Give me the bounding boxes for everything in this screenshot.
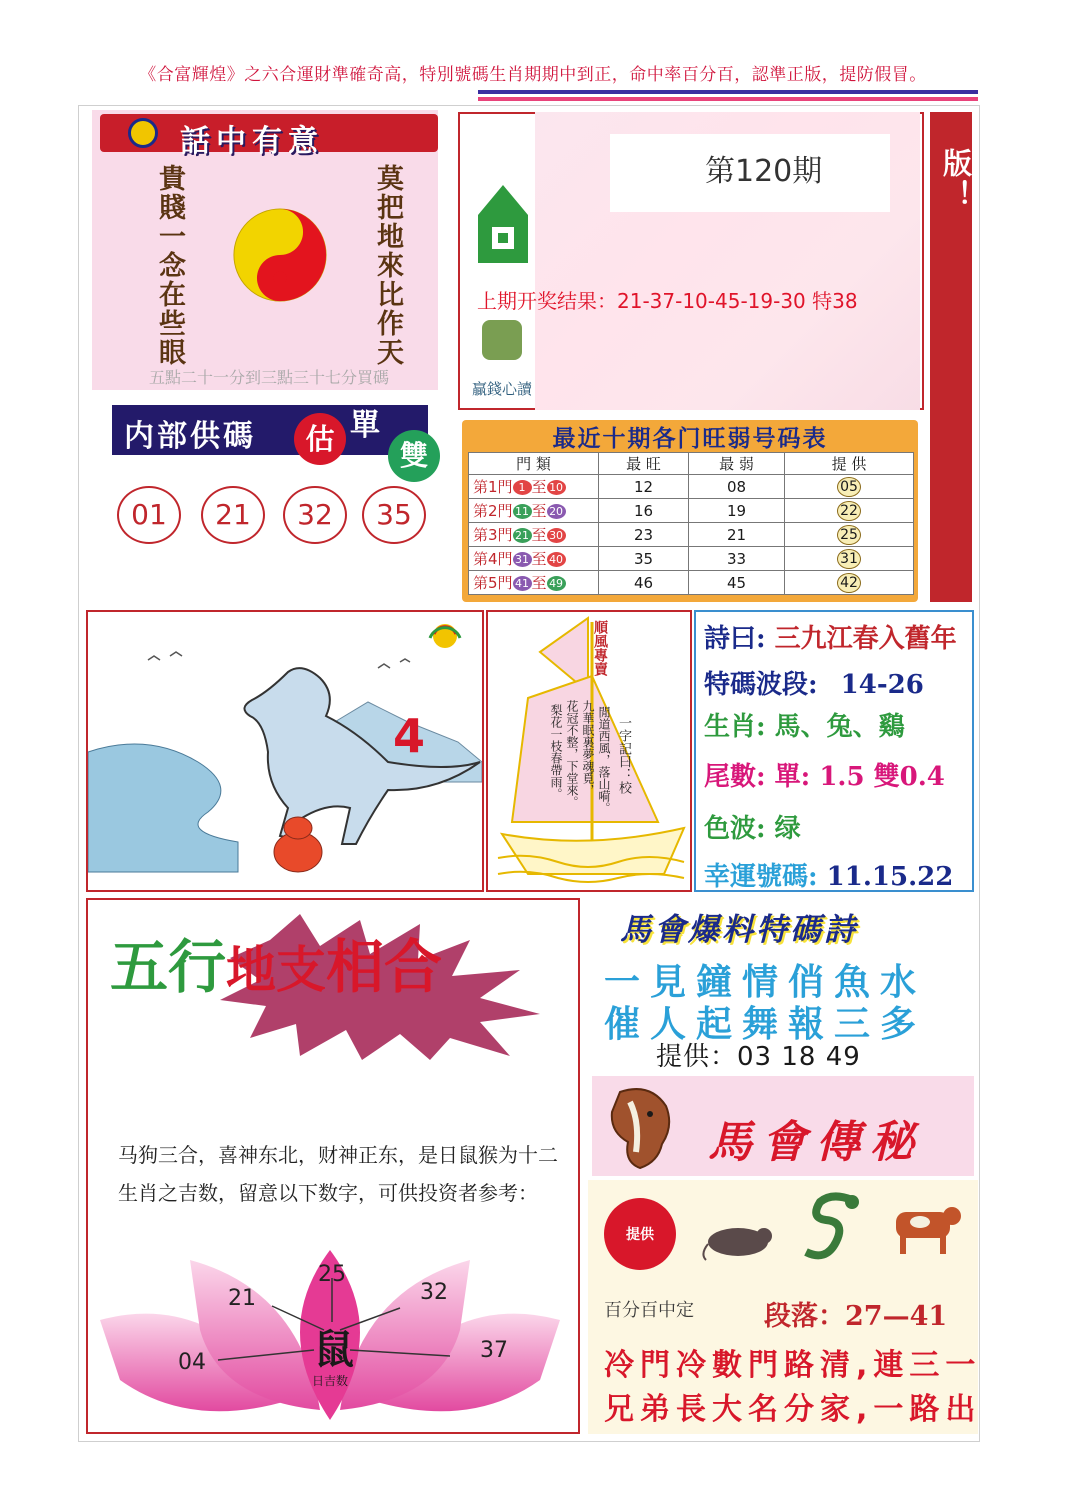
huazhong-footer: 五點二十一分到三點三十七分買碼 [148,368,389,387]
neibu-title: 内部供碼 [124,419,256,454]
wuxing-title-c: 相合 [326,933,443,1001]
header-rule-blue [478,90,978,94]
range-end-ball: 20 [547,504,566,519]
badge-gu: 估 [294,413,346,465]
table-row [469,499,914,523]
table-header: 最 旺 [599,453,689,475]
mahui-title: 馬會傳秘 [708,1117,924,1168]
tip-band [704,664,924,701]
table-cell-min: 19 [689,499,785,523]
stamp-text: 提供 [626,1227,654,1243]
table-cell-max: 16 [599,499,689,523]
tip-tail-label: 尾數: [704,762,766,792]
table-cell-provide [785,571,914,595]
range-start-ball: 1 [513,480,532,495]
huazhong-left-verse: 貴賤一念在些眼 [154,164,185,367]
provide-value: 05 [837,477,861,497]
tip-zodiac [704,706,905,743]
tip-color-label: 色波: [704,814,766,844]
poem-provide: 提供：03 18 49 [656,1042,861,1072]
wuxing-title-a: 五行 [110,933,227,1001]
table-row [469,571,914,595]
men-label: 第1門 [473,478,513,496]
tip-tail [704,756,945,793]
table-cell-provide [785,547,914,571]
table-cell-men [469,499,599,523]
brand-logo-icon [128,118,158,148]
table-cell-provide [785,499,914,523]
table-header: 門 類 [469,453,599,475]
provide-value: 42 [837,573,861,593]
neibu-number: 21 [201,486,265,544]
neibu-number: 01 [117,486,181,544]
wuxing-title [110,920,442,1004]
huazhong-right-verse: 莫把地來比作天 [372,164,403,367]
tip-poem-value: 三九江春入舊年 [774,624,957,654]
table-row [469,523,914,547]
badge-shuang: 雙 [388,430,440,482]
table-cell-min: 45 [689,571,785,595]
sail-verse: 一字記曰：校 [616,716,631,794]
table-cell-provide [785,523,914,547]
lotus-center-char: 鼠 [314,1326,354,1373]
yin-yang-icon [232,207,328,303]
tip-lucky-label: 幸運號碼: [704,862,818,892]
range-end-ball: 49 [547,576,566,591]
table-cell-max: 23 [599,523,689,547]
table-cell-max: 35 [599,547,689,571]
tip-band-value: 14-26 [840,670,924,700]
badge-dan: 單 [350,408,380,443]
table-row [469,547,914,571]
right-side-strip [930,112,1014,602]
neibu-number: 35 [362,486,426,544]
neibu-title-bar [112,405,428,455]
table-header: 最 弱 [689,453,785,475]
top-banner: 《合富輝煌》之六合運財準確奇高，特別號碼生肖期期中到正，命中率百分百，認準正版，提防假冒。 [139,65,927,85]
provide-value: 31 [837,549,861,569]
table-cell-max: 12 [599,475,689,499]
tip-poem-label: 詩曰: [704,624,766,654]
table-cell-men [469,547,599,571]
rat-icon [700,1218,780,1262]
tip-lucky [704,856,953,893]
range-to-label: 至 [531,574,547,592]
poem-line: 一見鐘情俏魚水 [604,961,927,1003]
mahui-line: 冷門冷數門路清,連三一 [604,1348,982,1383]
mahui-line: 兄弟長大名分家,一路出 [604,1392,982,1427]
tip-tail-double: 雙0.4 [873,762,945,792]
range-end-ball: 10 [547,480,566,495]
issue-number: 第120期 [705,154,823,189]
door-table [468,452,914,595]
wuxing-description: 马狗三合，喜神东北，财神正东，是日鼠猴为十二生肖之吉数，留意以下数字，可供投资者参考： [118,1143,558,1205]
tip-color-value: 绿 [774,814,801,844]
table-cell-min: 21 [689,523,785,547]
house-logo-icon [474,175,532,265]
table-cell-men [469,523,599,547]
table-cell-min: 08 [689,475,785,499]
dragon-icon [796,1192,866,1266]
tip-tail-single: 單: 1.5 [774,762,865,792]
lotus-center-sub: 日吉数 [312,1374,349,1388]
table-cell-men [469,475,599,499]
table-header: 提 供 [785,453,914,475]
sail-verse: 九華眠裏夢魂覓， [581,700,595,796]
tip-band-label: 特碼波段: [704,670,818,700]
stamp-seal [604,1198,676,1270]
range-to-label: 至 [531,550,547,568]
range-to-label: 至 [531,526,547,544]
header-rule-pink [478,97,978,101]
lotus-number: 04 [178,1350,206,1375]
last-result: 上期开奖结果：21-37-10-45-19-30 特38 [477,289,858,313]
men-label: 第5門 [473,574,513,592]
range-start-ball: 21 [513,528,532,543]
lotus-number: 37 [480,1338,508,1363]
wuxing-title-b: 地支 [226,940,327,999]
duanluo-label: 段落：27—41 [764,1301,948,1332]
neibu-number: 32 [283,486,347,544]
baifen-label: 百分百中定 [604,1300,694,1321]
table-row [469,475,914,499]
men-label: 第2門 [473,502,513,520]
range-start-ball: 41 [513,576,532,591]
table-cell-max: 46 [599,571,689,595]
tip-zodiac-value: 馬、兔、鷄 [774,712,905,742]
men-label: 第4門 [473,550,513,568]
provide-value: 22 [837,501,861,521]
sail-flag: 順風專賣 [592,620,608,676]
sail-verse: 花冠不整，下堂來。 [565,700,579,808]
range-to-label: 至 [531,478,547,496]
provide-value: 25 [837,525,861,545]
tip-lucky-value: 11.15.22 [826,862,954,892]
table-cell-men [469,571,599,595]
poem-title: 馬會爆料特碼詩 [620,912,858,948]
range-to-label: 至 [531,502,547,520]
ox-icon [886,1200,966,1256]
lotus-number: 25 [318,1262,346,1287]
huazhong-title-bar [100,114,438,159]
table-title: 最近十期各门旺弱号码表 [552,426,828,452]
tip-poem [704,618,957,655]
huazhong-title: 話中有意 [180,124,324,159]
horse-head-icon [600,1082,680,1170]
yingqian-label: 贏錢心讀 [472,380,533,398]
range-start-ball: 31 [513,552,532,567]
table-cell-provide [785,475,914,499]
men-label: 第3門 [473,526,513,544]
tip-zodiac-label: 生肖: [704,712,766,742]
poem-line: 催人起舞報三多 [604,1003,927,1045]
tip-color [704,808,801,845]
sail-verse: 閒道西風，落山嗬。 [597,706,611,814]
side-slogan: 六合權威：《合富輝煌》强勢出版！ [939,148,1014,596]
range-end-ball: 30 [547,528,566,543]
sail-verse: 梨花一枝春帶雨。 [549,704,563,800]
dinosaur-art-panel [86,610,484,892]
lotus-number: 21 [228,1286,256,1311]
range-end-ball: 40 [547,552,566,567]
range-start-ball: 11 [513,504,532,519]
number-mark: 4 [393,709,426,763]
snake-icon [482,320,522,360]
lotus-number: 32 [420,1280,448,1305]
dinosaur-illustration [88,612,482,890]
table-cell-min: 33 [689,547,785,571]
